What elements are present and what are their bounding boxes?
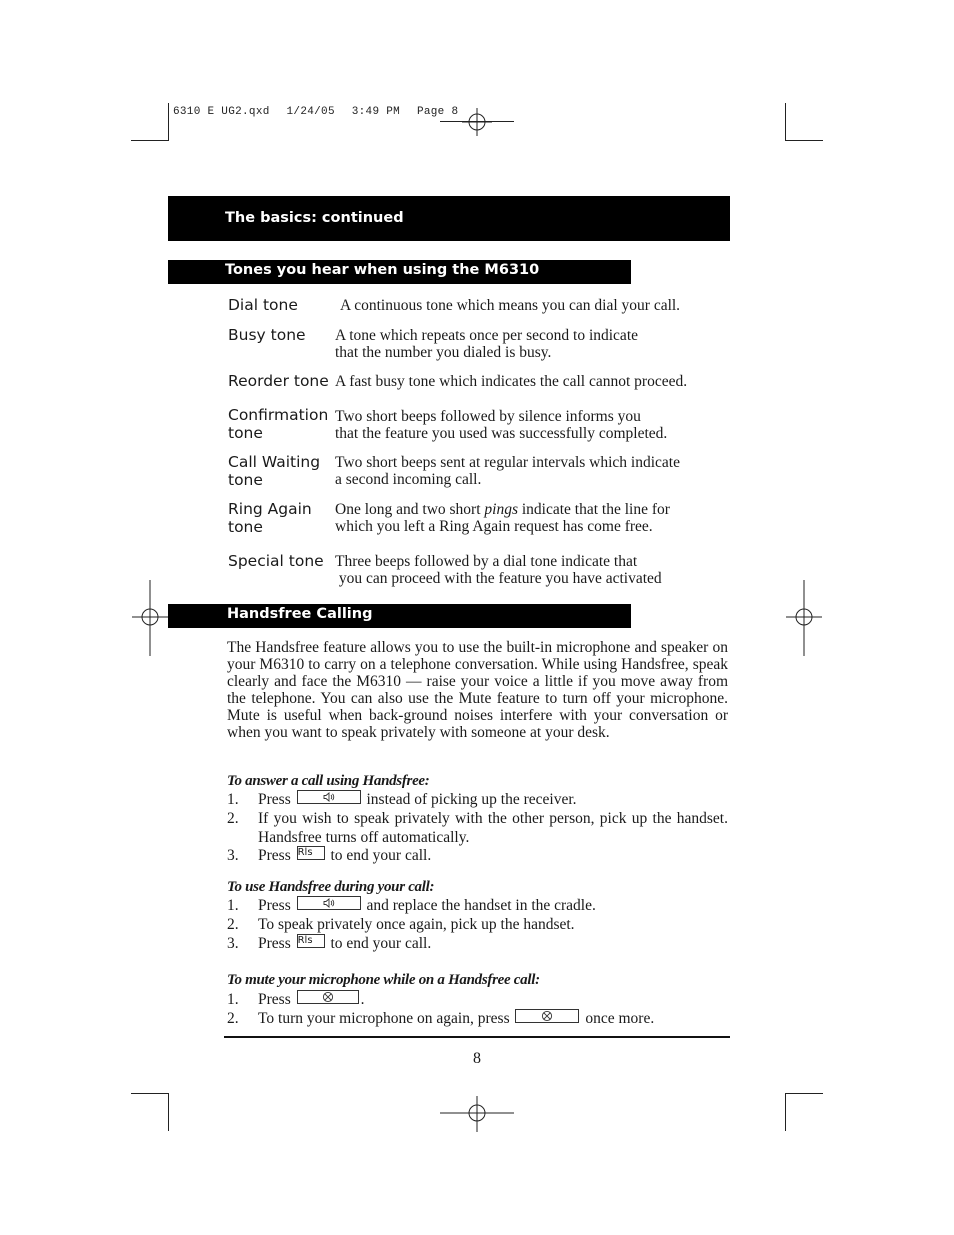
tone-term: Dial tone xyxy=(228,296,298,314)
handsfree-key xyxy=(297,896,361,910)
mute-icon xyxy=(542,1011,553,1022)
list-item: 2. If you wish to speak privately with the other person, pick up the handset. Handsfree turns off automatically. xyxy=(227,810,728,846)
crop-mark xyxy=(168,103,169,141)
crop-mark xyxy=(168,1093,169,1131)
handsfree-key xyxy=(297,790,361,804)
crop-mark xyxy=(131,1093,169,1094)
tone-definition: A tone which repeats once per second to indicate that the number you dialed is busy. xyxy=(335,327,638,361)
registration-mark-top xyxy=(462,106,492,138)
mute-subheading: To mute your microphone while on a Handsfree call: xyxy=(227,972,540,988)
slug-page: Page 8 xyxy=(416,106,459,118)
crop-mark xyxy=(785,1093,823,1094)
section-title: The basics: continued xyxy=(225,210,404,226)
footer-rule xyxy=(224,1036,730,1038)
tone-term: Reorder tone xyxy=(228,372,329,390)
handsfree-heading-bar xyxy=(168,604,631,628)
crop-mark xyxy=(785,140,823,141)
page-number: 8 xyxy=(473,1050,481,1067)
tone-term: Special tone xyxy=(228,552,324,570)
tones-heading-bar xyxy=(168,260,631,284)
crop-mark xyxy=(785,1093,786,1131)
print-slug xyxy=(173,106,458,118)
tone-term: Call Waiting tone xyxy=(228,453,321,489)
registration-mark-left xyxy=(132,580,168,656)
mute-key xyxy=(297,990,359,1004)
crop-mark xyxy=(131,140,169,141)
crop-mark xyxy=(785,103,786,141)
slug-date: 1/24/05 xyxy=(286,106,335,118)
tone-term: Confirmation tone xyxy=(228,406,329,442)
registration-mark-bottom xyxy=(440,1096,514,1132)
handsfree-intro: The Handsfree feature allows you to use the built-in microphone and speaker on your M6310 to carry on a telephone conversation. While using Handsfree, speak clearly and face the M6310 — raise your voice a little if you move away from the telephone. You can also use the Mute feature to turn off your microphone. Mute is useful when back-ground noises interfere with your conversation or when you want to speak privately with someone at your desk. xyxy=(227,639,728,741)
mute-key xyxy=(515,1009,579,1023)
tone-definition: A continuous tone which means you can dial your call. xyxy=(340,297,681,314)
slug-time: 3:49 PM xyxy=(351,106,401,118)
tone-definition: Two short beeps sent at regular intervals which indicate a second incoming call. xyxy=(335,454,680,488)
tone-definition: Two short beeps followed by silence informs you that the feature you used was successfully completed. xyxy=(335,408,668,442)
release-key: Rls xyxy=(297,846,325,860)
tones-heading: Tones you hear when using the M6310 xyxy=(225,262,540,278)
release-key: Rls xyxy=(297,934,325,948)
registration-mark-right xyxy=(786,580,822,656)
tone-term: Busy tone xyxy=(228,326,306,344)
speaker-icon xyxy=(323,898,335,908)
tone-definition: One long and two short pings indicate that the line for which you left a Ring Again request has come free. xyxy=(335,501,670,535)
slug-file: 6310 E UG2.qxd xyxy=(173,106,270,118)
mute-icon xyxy=(322,992,333,1003)
emphasis-pings: pings xyxy=(484,501,518,518)
tone-term: Ring Again tone xyxy=(228,500,312,536)
section-header-bar xyxy=(168,196,730,241)
during-subheading: To use Handsfree during your call: xyxy=(227,879,435,895)
answer-subheading: To answer a call using Handsfree: xyxy=(227,773,430,789)
speaker-icon xyxy=(323,792,335,802)
handsfree-heading: Handsfree Calling xyxy=(227,606,373,622)
tone-definition: A fast busy tone which indicates the call cannot proceed. xyxy=(335,373,688,390)
tone-definition: Three beeps followed by a dial tone indicate that you can proceed with the feature you have activated xyxy=(335,553,662,587)
